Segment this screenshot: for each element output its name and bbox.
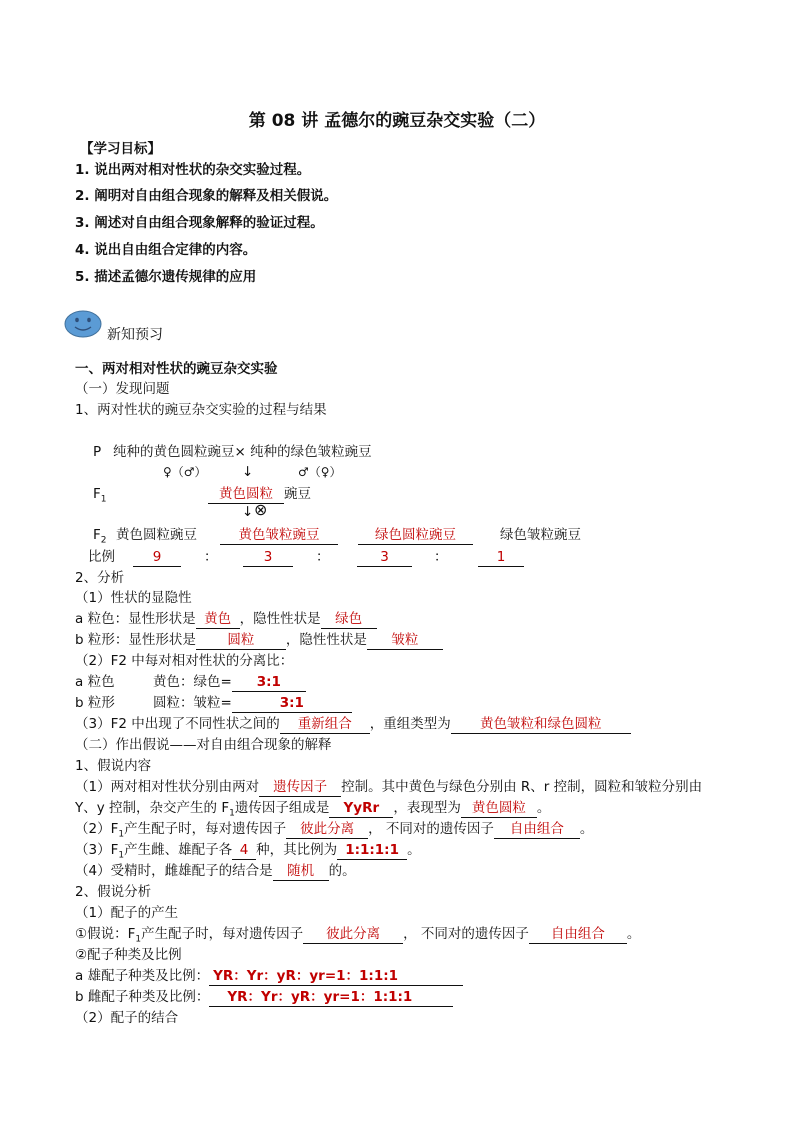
answer-blank: 1:1:1:1	[337, 842, 407, 860]
objective-item: 4. 说出自由组合定律的内容。	[75, 242, 257, 258]
hypothesis-line: $(2)F_1$产生配子时，每对遗传因子 彼此分离 ， 不同对的遗传因子 自由组合 。	[75, 821, 594, 840]
answer-blank: 皱粒	[367, 632, 443, 650]
f1-label: $F_1$	[93, 486, 107, 505]
seed-color-line: a 粒色：显性形状是 黄色 ，隐性性状是 绿色	[75, 610, 377, 629]
f2-type-answer: 绿色圆粒豌豆	[358, 527, 473, 545]
answer-blank: YR：Yr：yR：yr=1：1:1:1	[209, 989, 453, 1007]
ratio-answer: 3	[243, 549, 293, 567]
f1-line: 黄色圆粒 豌豆	[208, 485, 311, 504]
subsection-heading: （二）作出假说——对自由组合现象的解释	[75, 737, 332, 753]
analysis-point: （1）性状的显隐性	[75, 590, 192, 606]
selfing-icon: ⊗	[254, 500, 268, 519]
answer-blank: 彼此分离	[286, 821, 368, 839]
ratio-colon: ：	[204, 549, 218, 565]
ratio-answer: 3	[357, 549, 412, 567]
hypothesis-line: $(3)F_1$产生雌、雄配子各 4 种，其比例为 1:1:1:1 。	[75, 842, 421, 861]
analysis-point: （1）配子的产生	[75, 905, 179, 921]
answer-blank: 黄色	[196, 611, 240, 629]
hypothesis-line: （1）两对相对性状分别由两对 遗传因子 控制。其中黄色与绿色分别由 R、r 控制，圆粒和皱粒分别由	[75, 779, 703, 795]
answer-blank: 3:1	[232, 695, 352, 713]
gamete-line: ①假说：$F_1$产生配子时，每对遗传因子 彼此分离 ， 不同对的遗传因子 自由组合 。	[75, 926, 641, 945]
f2-label: $F_2$	[93, 527, 107, 546]
hypothesis-line: Y、y 控制，杂交产生的 $F_1$遗传因子组成是 YyRr ，表现型为 黄色圆粒 。	[75, 800, 551, 819]
f2-type-answer: 黄色皱粒豌豆	[220, 527, 338, 545]
objectives-header: 【学习目标】	[80, 141, 161, 157]
answer-blank: 彼此分离	[303, 926, 403, 944]
answer-blank: 4	[232, 842, 256, 860]
answer-blank: 黄色皱粒和绿色圆粒	[451, 716, 631, 734]
objective-item: 2. 阐明对自由组合现象的解释及相关假说。	[75, 188, 338, 204]
answer-blank: 自由组合	[529, 926, 627, 944]
f1-answer: 黄色圆粒	[208, 486, 284, 504]
arrow-down-icon: ↓	[242, 504, 254, 520]
female-gamete-line: b 雌配子种类及比例： YR：Yr：yR：yr=1：1:1:1	[75, 988, 453, 1007]
hypothesis-line: （4）受精时，雌雄配子的结合是 随机 的。	[75, 863, 356, 879]
color-ratio-label: a 粒色	[75, 674, 115, 690]
recombination-line: （3）F2 中出现了不同性状之间的 重新组合 ，重组类型为 黄色皱粒和绿色圆粒	[75, 715, 631, 734]
male-symbol: ♂（♀）	[298, 465, 342, 479]
preview-label: 新知预习	[107, 327, 163, 343]
objective-item: 1. 说出两对相对性状的杂交实验过程。	[75, 162, 311, 178]
f2-type: 黄色圆粒豌豆	[116, 527, 197, 543]
hypothesis-heading: 2、假说分析	[75, 884, 152, 900]
ratio-colon: ：	[316, 549, 330, 565]
ratio-answer: 9	[133, 549, 181, 567]
answer-blank: YyRr	[329, 800, 393, 818]
ratio-colon: ：	[434, 549, 448, 565]
section-heading: 一、两对相对性状的豌豆杂交实验	[75, 361, 278, 377]
answer-blank: 自由组合	[494, 821, 580, 839]
male-gamete-line: a 雄配子种类及比例： YR：Yr：yR：yr=1：1:1:1	[75, 967, 463, 986]
color-ratio-line: 黄色：绿色= 3:1	[153, 673, 306, 692]
objective-item: 3. 阐述对自由组合现象解释的验证过程。	[75, 215, 324, 231]
ratio-label: 比例	[88, 549, 115, 565]
seed-shape-line: b 粒形：显性形状是 圆粒 ，隐性性状是 皱粒	[75, 631, 443, 650]
f2-type: 绿色皱粒豌豆	[500, 527, 581, 543]
hypothesis-heading: 1、假说内容	[75, 758, 152, 774]
shape-ratio-label: b 粒形	[75, 695, 115, 711]
smiley-icon	[64, 310, 102, 338]
analysis-point: （2）F2 中每对相对性状的分离比：	[75, 653, 294, 669]
female-symbol: ♀（♂）	[163, 465, 207, 479]
answer-blank: 绿色	[321, 611, 377, 629]
answer-blank: 遗传因子	[259, 779, 341, 797]
subsection-heading: （一）发现问题	[75, 381, 170, 397]
analysis-point: （2）配子的结合	[75, 1010, 179, 1026]
question-heading: 1、两对性状的豌豆杂交实验的过程与结果	[75, 402, 327, 418]
page-title: 第 08 讲 孟德尔的豌豆杂交实验（二）	[248, 111, 546, 131]
gamete-types-heading: ②配子种类及比例	[75, 947, 182, 963]
answer-blank: 随机	[273, 863, 329, 881]
p-label: P	[93, 444, 102, 460]
arrow-down-icon: ↓	[242, 464, 254, 480]
objective-item: 5. 描述孟德尔遗传规律的应用	[75, 269, 257, 285]
answer-blank: 3:1	[232, 674, 306, 692]
shape-ratio-line: 圆粒：皱粒= 3:1	[153, 694, 352, 713]
answer-blank: 黄色圆粒	[461, 800, 537, 818]
p-text: 纯种的黄色圆粒豌豆× 纯种的绿色皱粒豌豆	[113, 444, 372, 460]
analysis-heading: 2、分析	[75, 570, 125, 586]
answer-blank: 圆粒	[196, 632, 286, 650]
answer-blank: 重新组合	[280, 716, 370, 734]
ratio-answer: 1	[478, 549, 524, 567]
answer-blank: YR：Yr：yR：yr=1：1:1:1	[209, 968, 463, 986]
